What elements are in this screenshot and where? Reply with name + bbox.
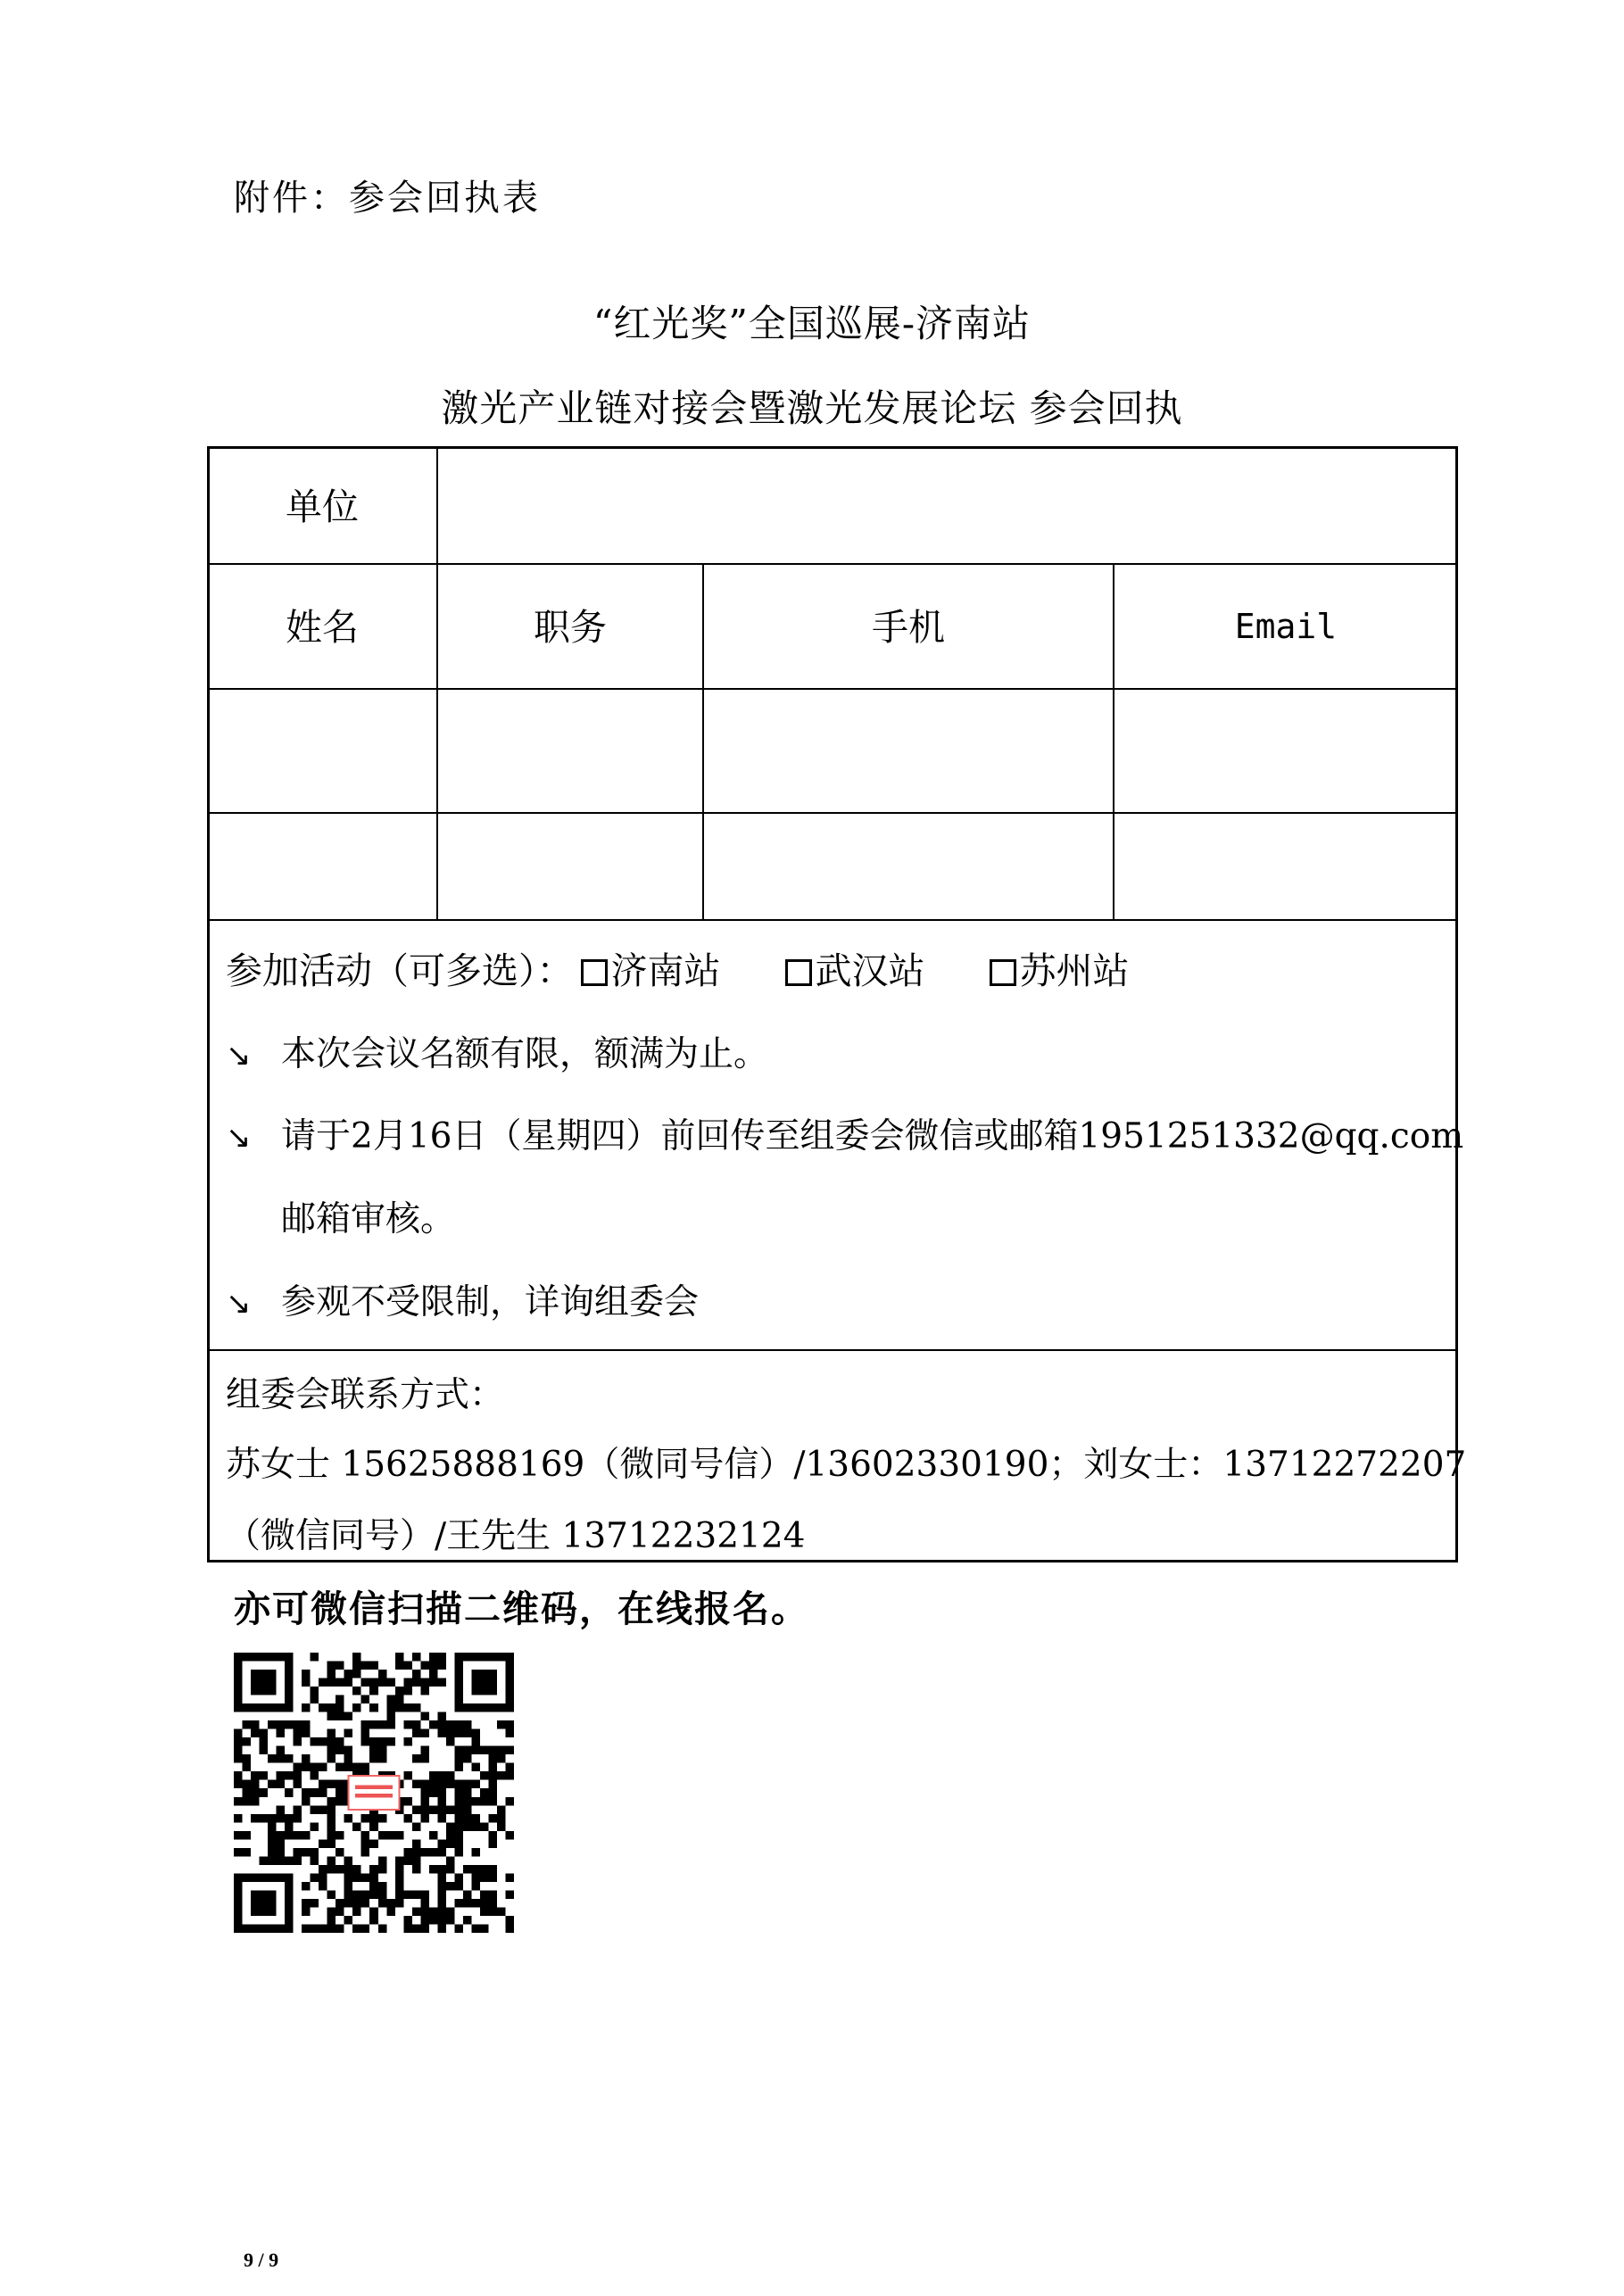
activity-option-suzhou[interactable]: 苏州站 xyxy=(990,941,1130,994)
checkbox-icon[interactable] xyxy=(990,959,1016,986)
table-rule xyxy=(207,919,1458,921)
scan-instruction: 亦可微信扫描二维码，在线报名。 xyxy=(234,1587,809,1630)
row2-position-input[interactable] xyxy=(439,816,701,917)
document-title-line1: “红光奖”全国巡展-济南站 xyxy=(592,302,1032,345)
arrow-down-right-icon: ↘ xyxy=(226,1038,252,1073)
row1-phone-input[interactable] xyxy=(705,692,1112,810)
contact-line1: 苏女士 15625888169（微同号信）/13602330190；刘女士：13712272207 xyxy=(226,1445,1467,1485)
header-name: 姓名 xyxy=(286,606,359,649)
table-rule xyxy=(207,812,1458,814)
page-number: 9 / 9 xyxy=(244,2249,279,2271)
header-phone: 手机 xyxy=(872,606,945,649)
activity-label: 参加活动（可多选）： xyxy=(226,949,574,992)
row2-phone-input[interactable] xyxy=(705,816,1112,917)
contact-title: 组委会联系方式： xyxy=(226,1375,505,1415)
arrow-down-right-icon: ↘ xyxy=(226,1120,252,1156)
activity-option-jinan[interactable]: 济南站 xyxy=(581,941,721,994)
note-item: ↘ 参观不受限制，详询组委会 xyxy=(226,1282,700,1322)
header-email: Email xyxy=(1234,607,1338,646)
unit-label: 单位 xyxy=(286,485,359,528)
activity-option-wuhan[interactable]: 武汉站 xyxy=(785,941,925,994)
document-title-line2: 激光产业链对接会暨激光发展论坛 参会回执 xyxy=(441,386,1183,430)
note-item: ↘ 本次会议名额有限，额满为止。 xyxy=(226,1034,769,1074)
row1-name-input[interactable] xyxy=(211,692,435,810)
note-continuation: 邮箱审核。 xyxy=(281,1199,456,1239)
row1-position-input[interactable] xyxy=(439,692,701,810)
checkbox-icon[interactable] xyxy=(581,959,608,986)
arrow-down-right-icon: ↘ xyxy=(226,1286,252,1322)
table-border-bottom xyxy=(207,1560,1458,1562)
qr-code-icon[interactable] xyxy=(234,1653,514,1933)
header-position: 职务 xyxy=(534,606,607,649)
table-rule xyxy=(207,563,1458,565)
unit-input[interactable] xyxy=(437,464,1458,544)
row1-email-input[interactable] xyxy=(1115,692,1454,810)
contact-line2: （微信同号）/王先生 13712232124 xyxy=(226,1516,806,1556)
table-border-top xyxy=(207,446,1458,449)
attachment-label: 附件：参会回执表 xyxy=(234,178,541,219)
row2-email-input[interactable] xyxy=(1115,816,1454,917)
table-rule xyxy=(207,1349,1458,1351)
table-rule xyxy=(207,688,1458,690)
checkbox-icon[interactable] xyxy=(785,959,812,986)
row2-name-input[interactable] xyxy=(211,816,435,917)
activity-row xyxy=(226,941,1130,994)
note-item: ↘ 请于2月16日（星期四）前回传至组委会微信或邮箱1951251332@qq.com xyxy=(226,1116,1464,1156)
